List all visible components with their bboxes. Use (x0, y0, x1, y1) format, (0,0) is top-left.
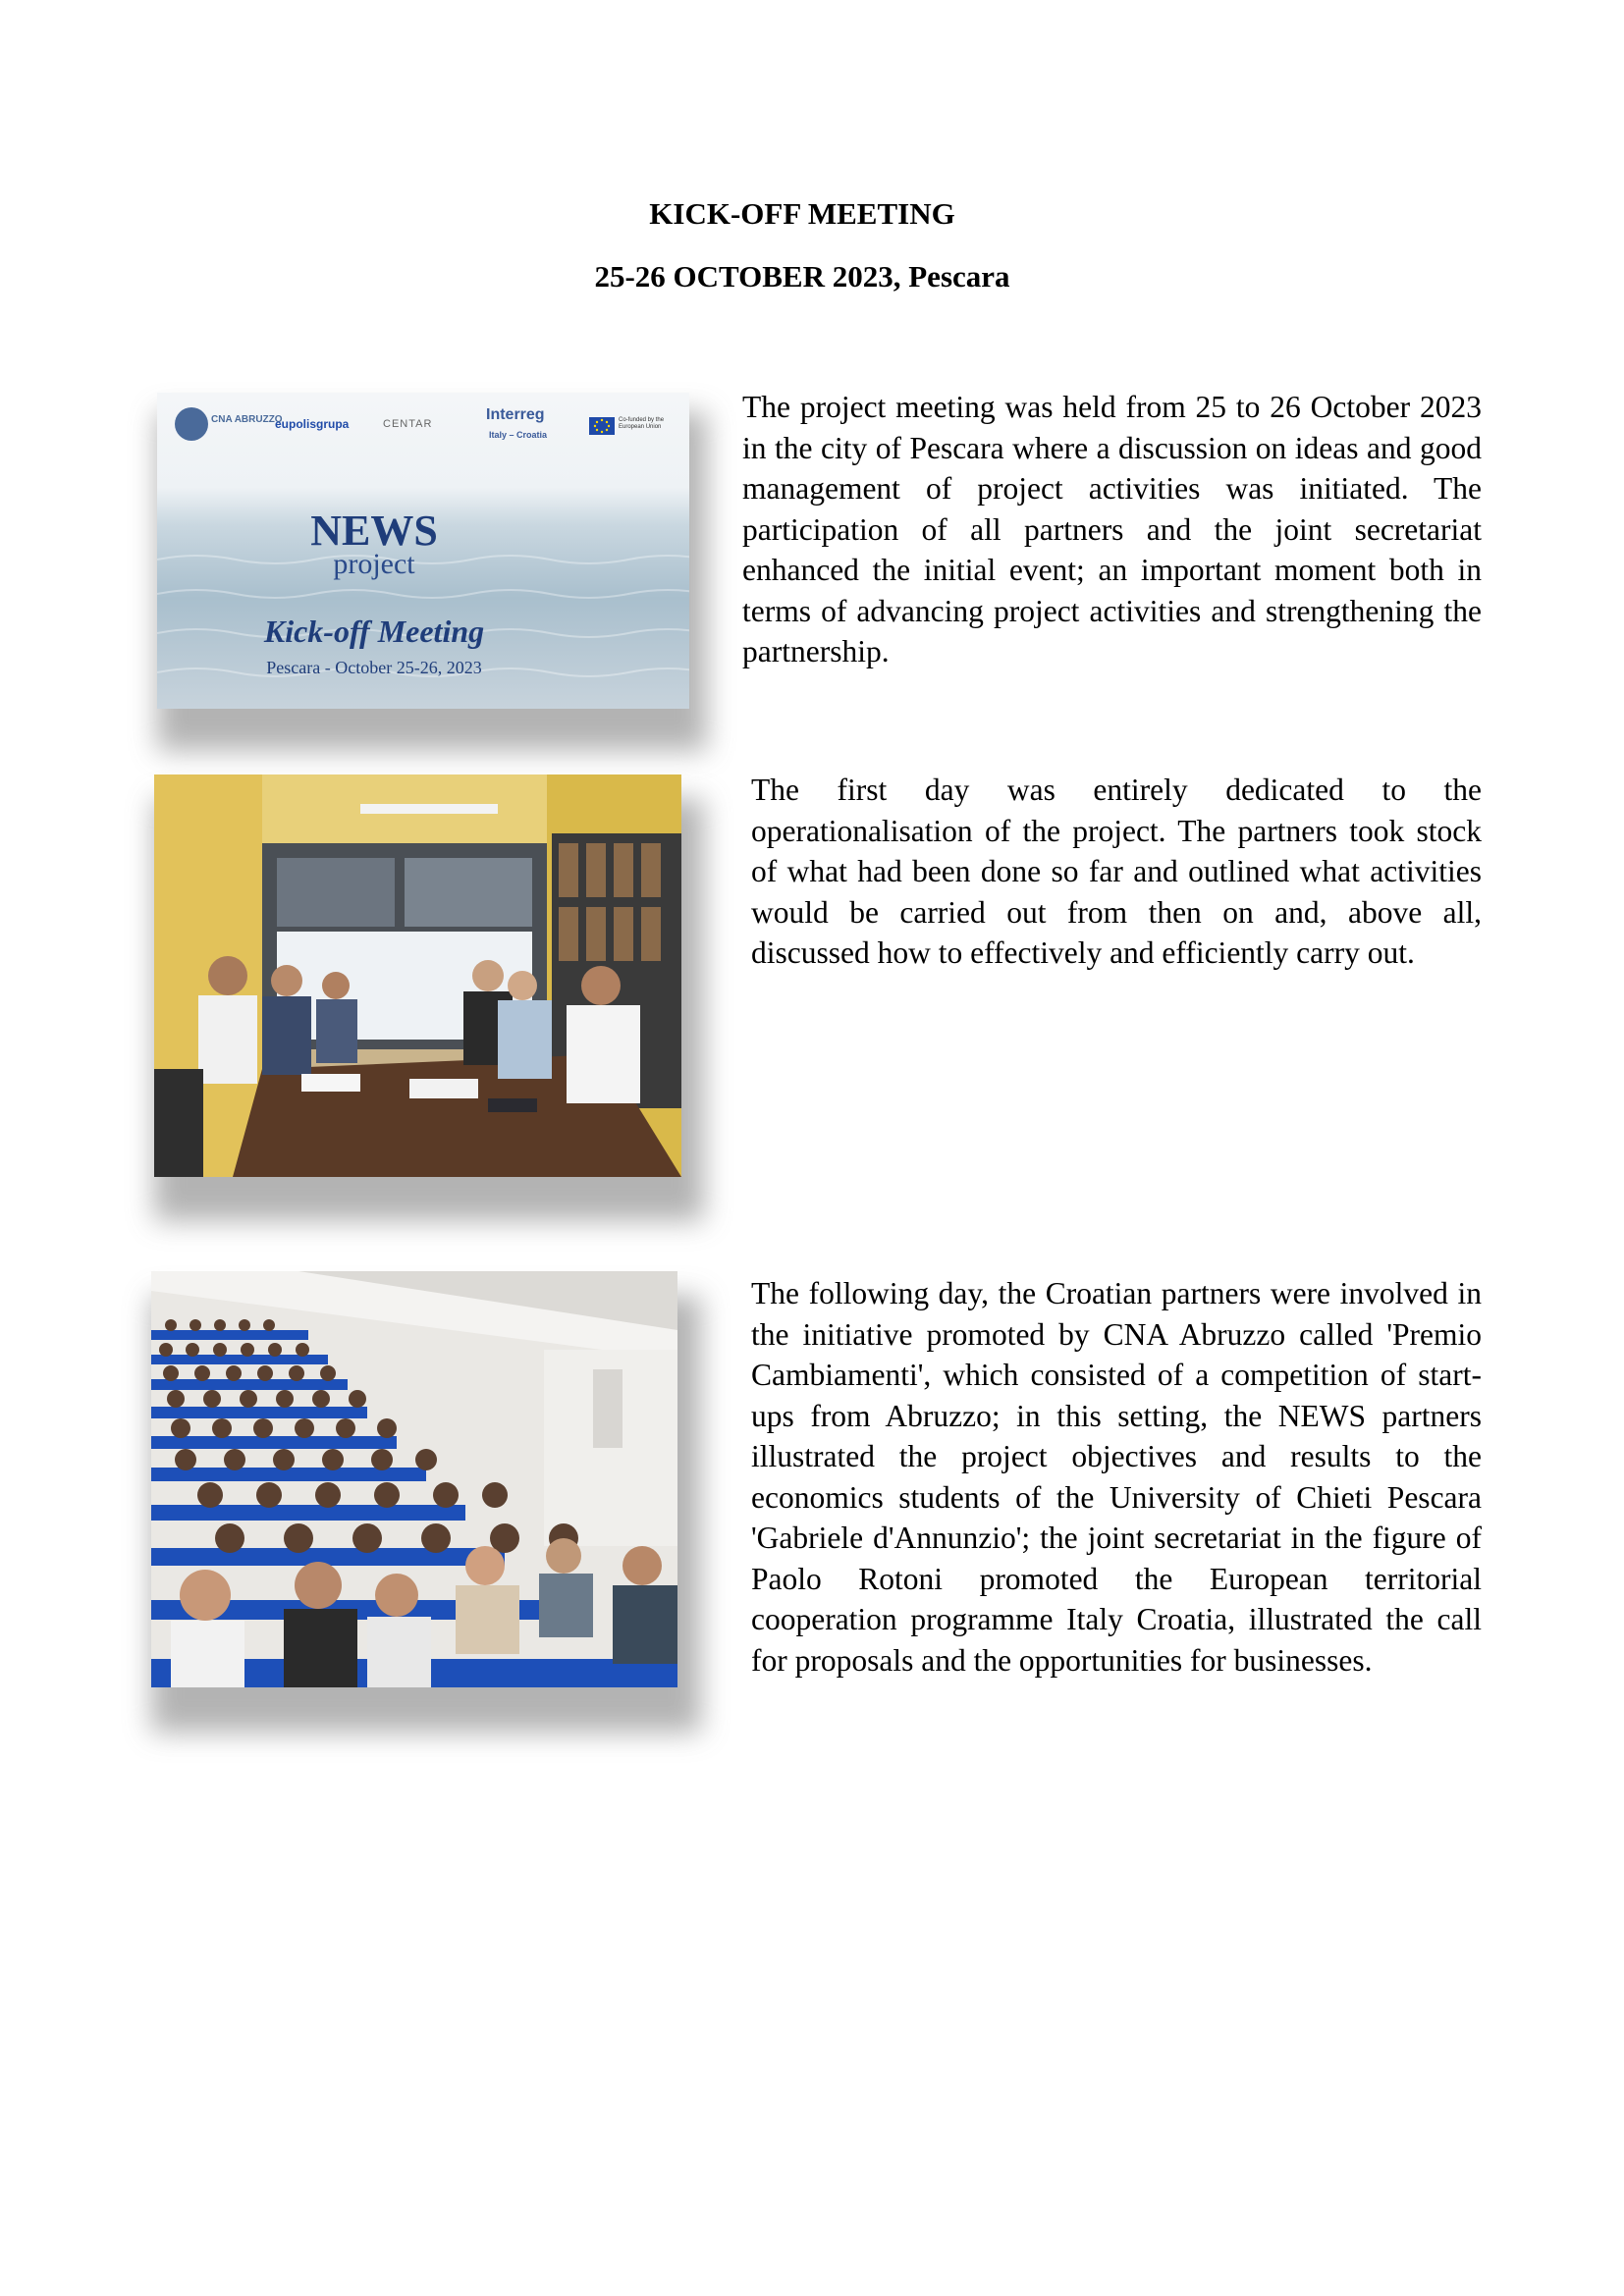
eupolis-logo: eupolisgrupa (275, 417, 350, 431)
cna-logo-text: CNA ABRUZZO (211, 414, 283, 425)
interreg-logo: Interreg (486, 406, 545, 423)
eu-cofunded-text: Co-funded by the European Union (619, 417, 665, 430)
banner-event: Kick-off Meeting (263, 614, 485, 649)
page-title: KICK-OFF MEETING (649, 196, 955, 231)
auditorium-photo (151, 1271, 677, 1687)
banner-subheading: project (333, 548, 415, 580)
interreg-subtitle: Italy – Croatia (489, 430, 548, 440)
paragraph-day-two: The following day, the Croatian partners were involved in the initiative promoted by CNA Abruzzo called 'Premio Cambiamenti', which consisted of a competition of start-ups from Abruzzo; in this setting, the NEWS partners illustrated the project objectives and results to the economics students of the University of Chieti Pescara 'Gabriele d'Annunzio'; the joint secretariat in the figure of Paolo Rotoni promoted the European territorial cooperation programme Italy Croatia, illustrated the call for proposals and the opportunities for businesses. (751, 1276, 1482, 1678)
meeting-room-photo (154, 774, 681, 1177)
paragraph-intro: The project meeting was held from 25 to 26 October 2023 in the city of Pescara where a discussion on ideas and good management of project activities was initiated. The participation of all partners and the joint secretariat enhanced the initial event; an important moment both in terms of advancing project activities and strengthening the partnership. (742, 390, 1482, 668)
centar-logo: CENTAR (383, 418, 433, 430)
page-subtitle: 25-26 OCTOBER 2023, Pescara (594, 259, 1010, 294)
news-project-banner (157, 393, 689, 709)
paragraph-day-one: The first day was entirely dedicated to the operationalisation of the project. The partners took stock of what had been done so far and outlined what activities would be carried out from then on and, above all, discussed how to effectively and efficiently carry out. (751, 773, 1482, 970)
cna-logo-icon (175, 407, 208, 441)
banner-heading: NEWS (310, 507, 438, 555)
banner-place-date: Pescara - October 25-26, 2023 (266, 658, 482, 677)
